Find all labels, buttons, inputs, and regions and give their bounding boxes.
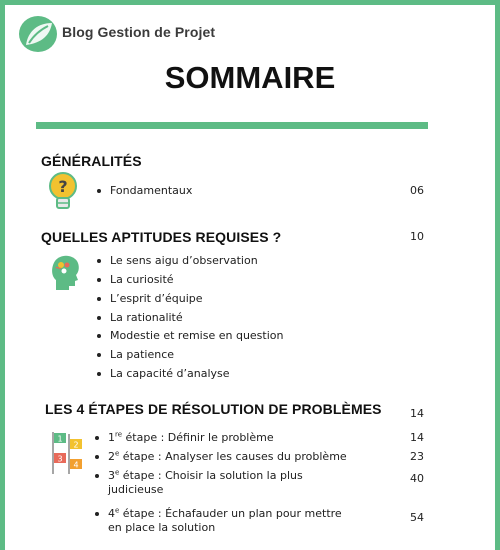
section-heading-generalites[interactable]: GÉNÉRALITÉS <box>41 153 142 169</box>
step-number: 3 <box>108 469 115 482</box>
bullet <box>97 372 101 376</box>
list-item[interactable] <box>108 507 342 535</box>
list-item-label: étape : Analyser les causes du problème <box>119 450 347 463</box>
bullet <box>97 189 101 193</box>
step-number: 1 <box>108 431 115 444</box>
step-number: 2 <box>108 450 115 463</box>
step-number: 4 <box>108 507 115 520</box>
list-item-label: L’esprit d’équipe <box>110 292 203 305</box>
leaf-logo-icon <box>18 15 58 53</box>
flag-number: 4 <box>73 460 79 470</box>
head-profile-icon <box>50 252 80 292</box>
page-number: 14 <box>410 431 424 444</box>
list-item-label: La patience <box>110 348 175 361</box>
page-title: SOMMAIRE <box>164 60 336 95</box>
list-item-label: étape : Échafauder un plan pour mettre <box>119 507 342 520</box>
list-item-label: Le sens aigu d’observation <box>110 254 258 267</box>
list-item[interactable] <box>110 184 192 198</box>
flag-number: 1 <box>57 434 63 444</box>
lightbulb-question-icon <box>48 171 78 213</box>
list-item-label: étape : Choisir la solution la plus <box>119 469 303 482</box>
list-item-label: Modestie et remise en question <box>110 329 284 342</box>
page-number: 23 <box>410 450 424 463</box>
svg-text:?: ? <box>58 177 68 196</box>
ordinal-suffix: re <box>115 430 123 439</box>
ordinal-suffix: e <box>115 468 120 477</box>
bullet <box>95 455 99 459</box>
bullet <box>97 353 101 357</box>
section-heading-etapes[interactable]: LES 4 ÉTAPES DE RÉSOLUTION DE PROBLÈMES <box>45 401 382 417</box>
list-item[interactable] <box>108 450 347 464</box>
list-item[interactable] <box>110 311 183 325</box>
list-item-label: étape : Définir le problème <box>122 431 274 444</box>
list-item[interactable] <box>110 367 230 381</box>
list-item-label-continued: en place la solution <box>108 521 216 534</box>
list-item-label: La capacité d’analyse <box>110 367 230 380</box>
list-item[interactable] <box>110 348 174 362</box>
page-number: 06 <box>410 184 424 197</box>
section-heading-aptitudes[interactable]: QUELLES APTITUDES REQUISES ? <box>41 229 282 245</box>
ordinal-suffix: e <box>115 449 120 458</box>
bullet <box>97 278 101 282</box>
title-divider <box>36 122 428 129</box>
list-item[interactable] <box>108 431 274 445</box>
list-item-label: La curiosité <box>110 273 174 286</box>
list-item[interactable] <box>110 254 258 268</box>
list-item[interactable] <box>110 329 284 343</box>
bullet <box>95 474 99 478</box>
bullet <box>95 436 99 440</box>
flag-number: 2 <box>73 440 79 450</box>
flag-number: 3 <box>57 454 63 464</box>
page-number: 14 <box>410 407 424 420</box>
page-number: 40 <box>410 472 424 485</box>
bullet <box>97 297 101 301</box>
bullet <box>97 316 101 320</box>
page-number: 54 <box>410 511 424 524</box>
list-item-label: La rationalité <box>110 311 183 324</box>
list-item-label: Fondamentaux <box>110 184 193 197</box>
list-item[interactable] <box>108 469 303 497</box>
list-item[interactable] <box>110 292 203 306</box>
list-item[interactable] <box>110 273 174 287</box>
bullet <box>97 334 101 338</box>
ordinal-suffix: e <box>115 506 120 515</box>
bullet <box>95 512 99 516</box>
steps-flags-icon <box>52 431 86 475</box>
bullet <box>97 259 101 263</box>
page-number: 10 <box>410 230 424 243</box>
list-item-label-continued: judicieuse <box>108 483 164 496</box>
blog-brand-name[interactable]: Blog Gestion de Projet <box>62 24 216 40</box>
